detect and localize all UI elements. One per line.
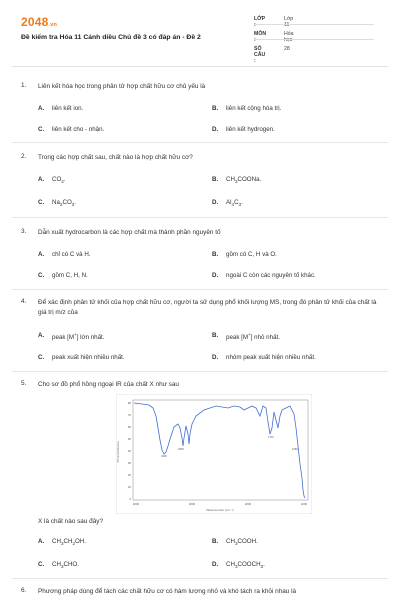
x-tick-label: 2000 [244,502,252,506]
header: 2048.vn Đề kiểm tra Hóa 11 Cánh diều Chủ đề 3 có đáp án - Đề 2 LỚP : Lớp 11 MÔN : Hóa học SỐ CÂU : 28 [0,0,400,66]
divider [12,371,388,372]
peak-annotation: 1710 [268,436,274,439]
divider [12,66,388,67]
divider [12,142,388,143]
y-tick-label: 30 [127,461,131,465]
y-tick-label: 70 [127,413,131,417]
peak-annotation: 2900 [178,448,184,451]
x-axis-label: Wavenumber (cm⁻¹) [206,508,234,512]
divider [12,217,388,218]
divider [12,289,388,290]
y-axis-label: %Transmittance [116,441,120,463]
y-axis-ticks [128,401,132,501]
site-logo[interactable]: 2048.vn [21,15,58,29]
y-tick-label: 40 [127,449,131,453]
y-tick-label: 0 [129,497,131,501]
y-tick-label: 10 [127,485,131,489]
document-page: 2048.vn Đề kiểm tra Hóa 11 Cánh diều Chủ đề 3 có đáp án - Đề 2 LỚP : Lớp 11 MÔN : Hóa học SỐ CÂU : 28 1. Liên kết hóa học trong phân tử hợp chất hữu cơ chủ yếu là A. liên kết ion. B. liên kết cộng hóa trị. C. liên kết cho - nhận. D. liên kết hydrogen. 2. Trong các hợp chất sau, chất nào là hợp chất hữu cơ? A. $CO_2$. B. $CH_3COONa$. C. $Na_2CO_3$. D. $Al_4C_3$. 3. Dẫn xuất hydrocarbon là các hợp chất mà thành phần nguyên tố A. chỉ có C và H. B. gồm có C, H và O. C. gồm C, H, N. D. ngoài C còn các nguyên tố khác. 4. Để xác định phân tử khối của hợp chất hữu cơ, người ta sử dụng phổ khối lượng MS, trong đó phân tử khối của chất là giá trị m/z của A. peak [M+] lớn nhất. B. peak [M+] nhỏ nhất. C. peak xuất hiện nhiều nhất. D. nhóm peak xuất hiện nhiều nhất. 5. Cho sơ đồ phổ hồng ngoại IR của chất X như sau 80 70 60 50 40 30 20 10 0 4000 3000 2000 1000 %Transmittance Wavenumber (cm⁻¹) 3300 2900 1710 1050 X là chất nào sau đây? A. $CH_3CH_2OH$. B. $CH_3COOH$. C. $CH_3CHO$. D. $CH_3COOCH_3$. 6. Phương pháp dùng để tách các chất hữu cơ có hàm lượng nhỏ và khó tách ra khỏi nhau là [0,0,400,600]
page-title: Đề kiểm tra Hóa 11 Cánh diều Chủ đề 3 có đáp án - Đề 2 [21,34,201,41]
ir-spectrum-figure [116,394,312,514]
y-tick-label: 50 [127,437,131,441]
divider [12,578,388,579]
y-tick-label: 80 [127,401,131,405]
x-tick-label: 3000 [188,502,196,506]
y-tick-label: 20 [127,473,131,477]
peak-annotation: 1050 [292,448,298,451]
x-tick-label: 1000 [300,502,308,506]
peak-annotation: 3300 [161,455,167,458]
y-tick-label: 60 [127,425,131,429]
x-tick-label: 4000 [132,502,140,506]
